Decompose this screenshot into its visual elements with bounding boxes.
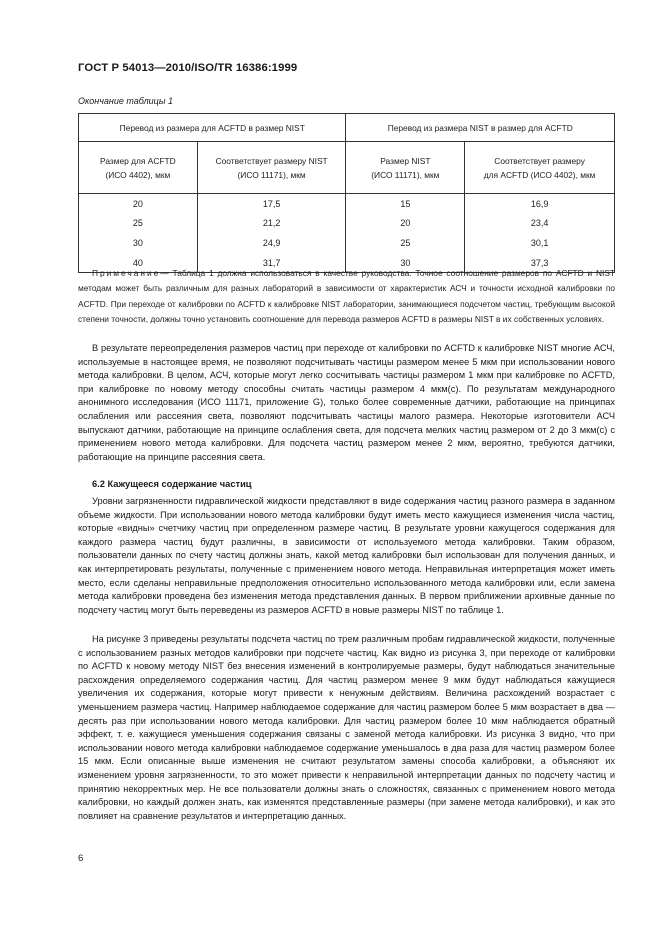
table-cell: 17,5 [197,194,346,214]
column-header: Соответствует размеру NIST (ИСО 11171), мкм [197,142,346,194]
table-cell: 31,7 [197,253,346,273]
table-cell: 30,1 [465,233,615,253]
table-cell: 20 [346,214,465,234]
page-number: 6 [78,853,84,864]
paragraph-apparent-content: Уровни загрязненности гидравлической жидкости представляют в виде содержания частиц разного размера в заданном объеме жидкости. При использовании нового метода калибровки будут иметь место кажущиеся изменения числа частиц, которые «видны» счетчику частиц при определенном размере частиц. В результате уровни кажущегося содержания для каждого размера частиц будут различны, в зависимости от используемого метода калибровки. Таким образом, пользователи данных по счету частиц должны знать, какой метод калибровки был использован для получения данных, и как интерпретировать результаты, полученные с применением нового метода. Неправильная интерпретация может иметь место, если сделаны неправильные предположения относительно использованного метода калибровки или, если замена метода калибровки проведена без изменения метода представления данных. В первом приближении архивные данные по подсчету частиц могут быть переведены из размеров ACFTD в новые размеры NIST по таблице 1. [78,496,615,615]
table-cell: 30 [79,233,198,253]
group-header-acftd-to-nist: Перевод из размера для ACFTD в размер NIST [79,114,346,142]
table-note [78,266,615,327]
table-cell: 16,9 [465,194,615,214]
table-cell: 40 [79,253,198,273]
table-cell: 21,2 [197,214,346,234]
table-cell: 20 [79,194,198,214]
column-header: Соответствует размеру для ACFTD (ИСО 4402), мкм [465,142,615,194]
table-caption: Окончание таблицы 1 [78,96,173,106]
table-cell: 24,9 [197,233,346,253]
note-label: Примечание [92,268,161,278]
paragraph-figure-3-results: На рисунке 3 приведены результаты подсчета частиц по трем различным пробам гидравлической жидкости, полученные с использованием разных методов калибровки при подсчете частиц. Как видно из рисунка 3, при переходе от калибровки по ACFTD к новому методу NIST без внесения изменений в контролируемые размеры, будут наблюдаться значительные расхождения определяемого содержания частиц. Для частиц размером менее 9 мкм будут наблюдаться кажущиеся увеличения их содержания, которые могут привести к ненужным действиям. Величина расхождений возрастает с уменьшением размера частиц. Например наблюдаемое содержание для частиц размером более 5 мкм возрастает в два — десять раз при использовании нового метода калибровки. Для частиц размером более 10 мкм наблюдается обратный эффект, т. е. кажущиеся уменьшения содержания связаны с заменой метода калибровки. Из рисунка 3 видно, что при использовании нового метода калибровки наблюдаемое содержание уменьшалось в два раза для частиц размером более 15 мкм. Если описанные выше изменения не считают результатом замены способа калибровки, а объясняют их изменением уровня загрязненности, то это может привести к неправильной интерпретации данных по подсчету частиц и принятию некорректных мер. Не все пользователи должны знать о сложностях, связанных с применением нового метода калибровки, но каждый должен знать, как изменятся представленные размеры (при замене метода калибровки), и как это повлияет на сравнение результатов и интерпретацию данных. [78,634,615,821]
table-cell: 25 [79,214,198,234]
note-text: — Таблица 1 должна использоваться в качестве руководства. Точное соотношение размеров по ACFTD и NIST методам может быть различным для разных лабораторий в зависимости от характеристик АСЧ и точности исходной калибровки по ACFTD. При переходе от калибровки по ACFTD к калибровке NIST лаборатории, занимающиеся подсчетом частиц, требующим высокой степени точности, должны точно установить соотношение для перевода размеров ACFTD в размеры NIST в их собственных условиях. [78,268,615,324]
document-header: ГОСТ Р 54013—2010/ISO/TR 16386:1999 [78,62,298,74]
table-column-header-row [79,142,615,194]
column-header: Размер NIST (ИСО 11171), мкм [346,142,465,194]
table-cell: 15 [346,194,465,214]
conversion-table [78,113,615,273]
table-row [79,214,615,234]
column-header: Размер для ACFTD (ИСО 4402), мкм [79,142,198,194]
table-cell: 25 [346,233,465,253]
paragraph-sensor-limits: В результате переопределения размеров частиц при переходе от калибровки по ACFTD к калибровке NIST многие АСЧ, используемые в настоящее время, не позволяют подсчитывать частицы размером менее 5 мкм при использовании нового метода калибровки. В целом, АСЧ, которые могут легко сосчитывать частицы размером 1 мкм при калибровке по ACFTD, при калибровке по новому методу способны считать частицы размером 4 мкм(c). По результатам международного анонимного исследования (ИСО 11171, приложение G), только более современные датчики, работающие на принципах ослабления или рассеяния света, позволяют подсчитывать частицы малого размера. Некоторые изготовители АСЧ выпускают датчики, работающие на принципе ослабления света, для подсчета мелких частиц размером от 2 до 3 мкм(c) с применением нового метода калибровки. Для подсчета частиц размером менее 2 мкм, вероятно, требуются датчики, работающие на принципе рассеяния света. [78,343,615,462]
table-group-header-row [79,114,615,142]
table-cell: 23,4 [465,214,615,234]
group-header-nist-to-acftd: Перевод из размера NIST в размер для ACFTD [346,114,615,142]
table-row [79,194,615,214]
table-cell: 30 [346,253,465,273]
table-cell: 37,3 [465,253,615,273]
section-heading: 6.2 Кажущееся содержание частиц [92,479,252,489]
table-row [79,233,615,253]
